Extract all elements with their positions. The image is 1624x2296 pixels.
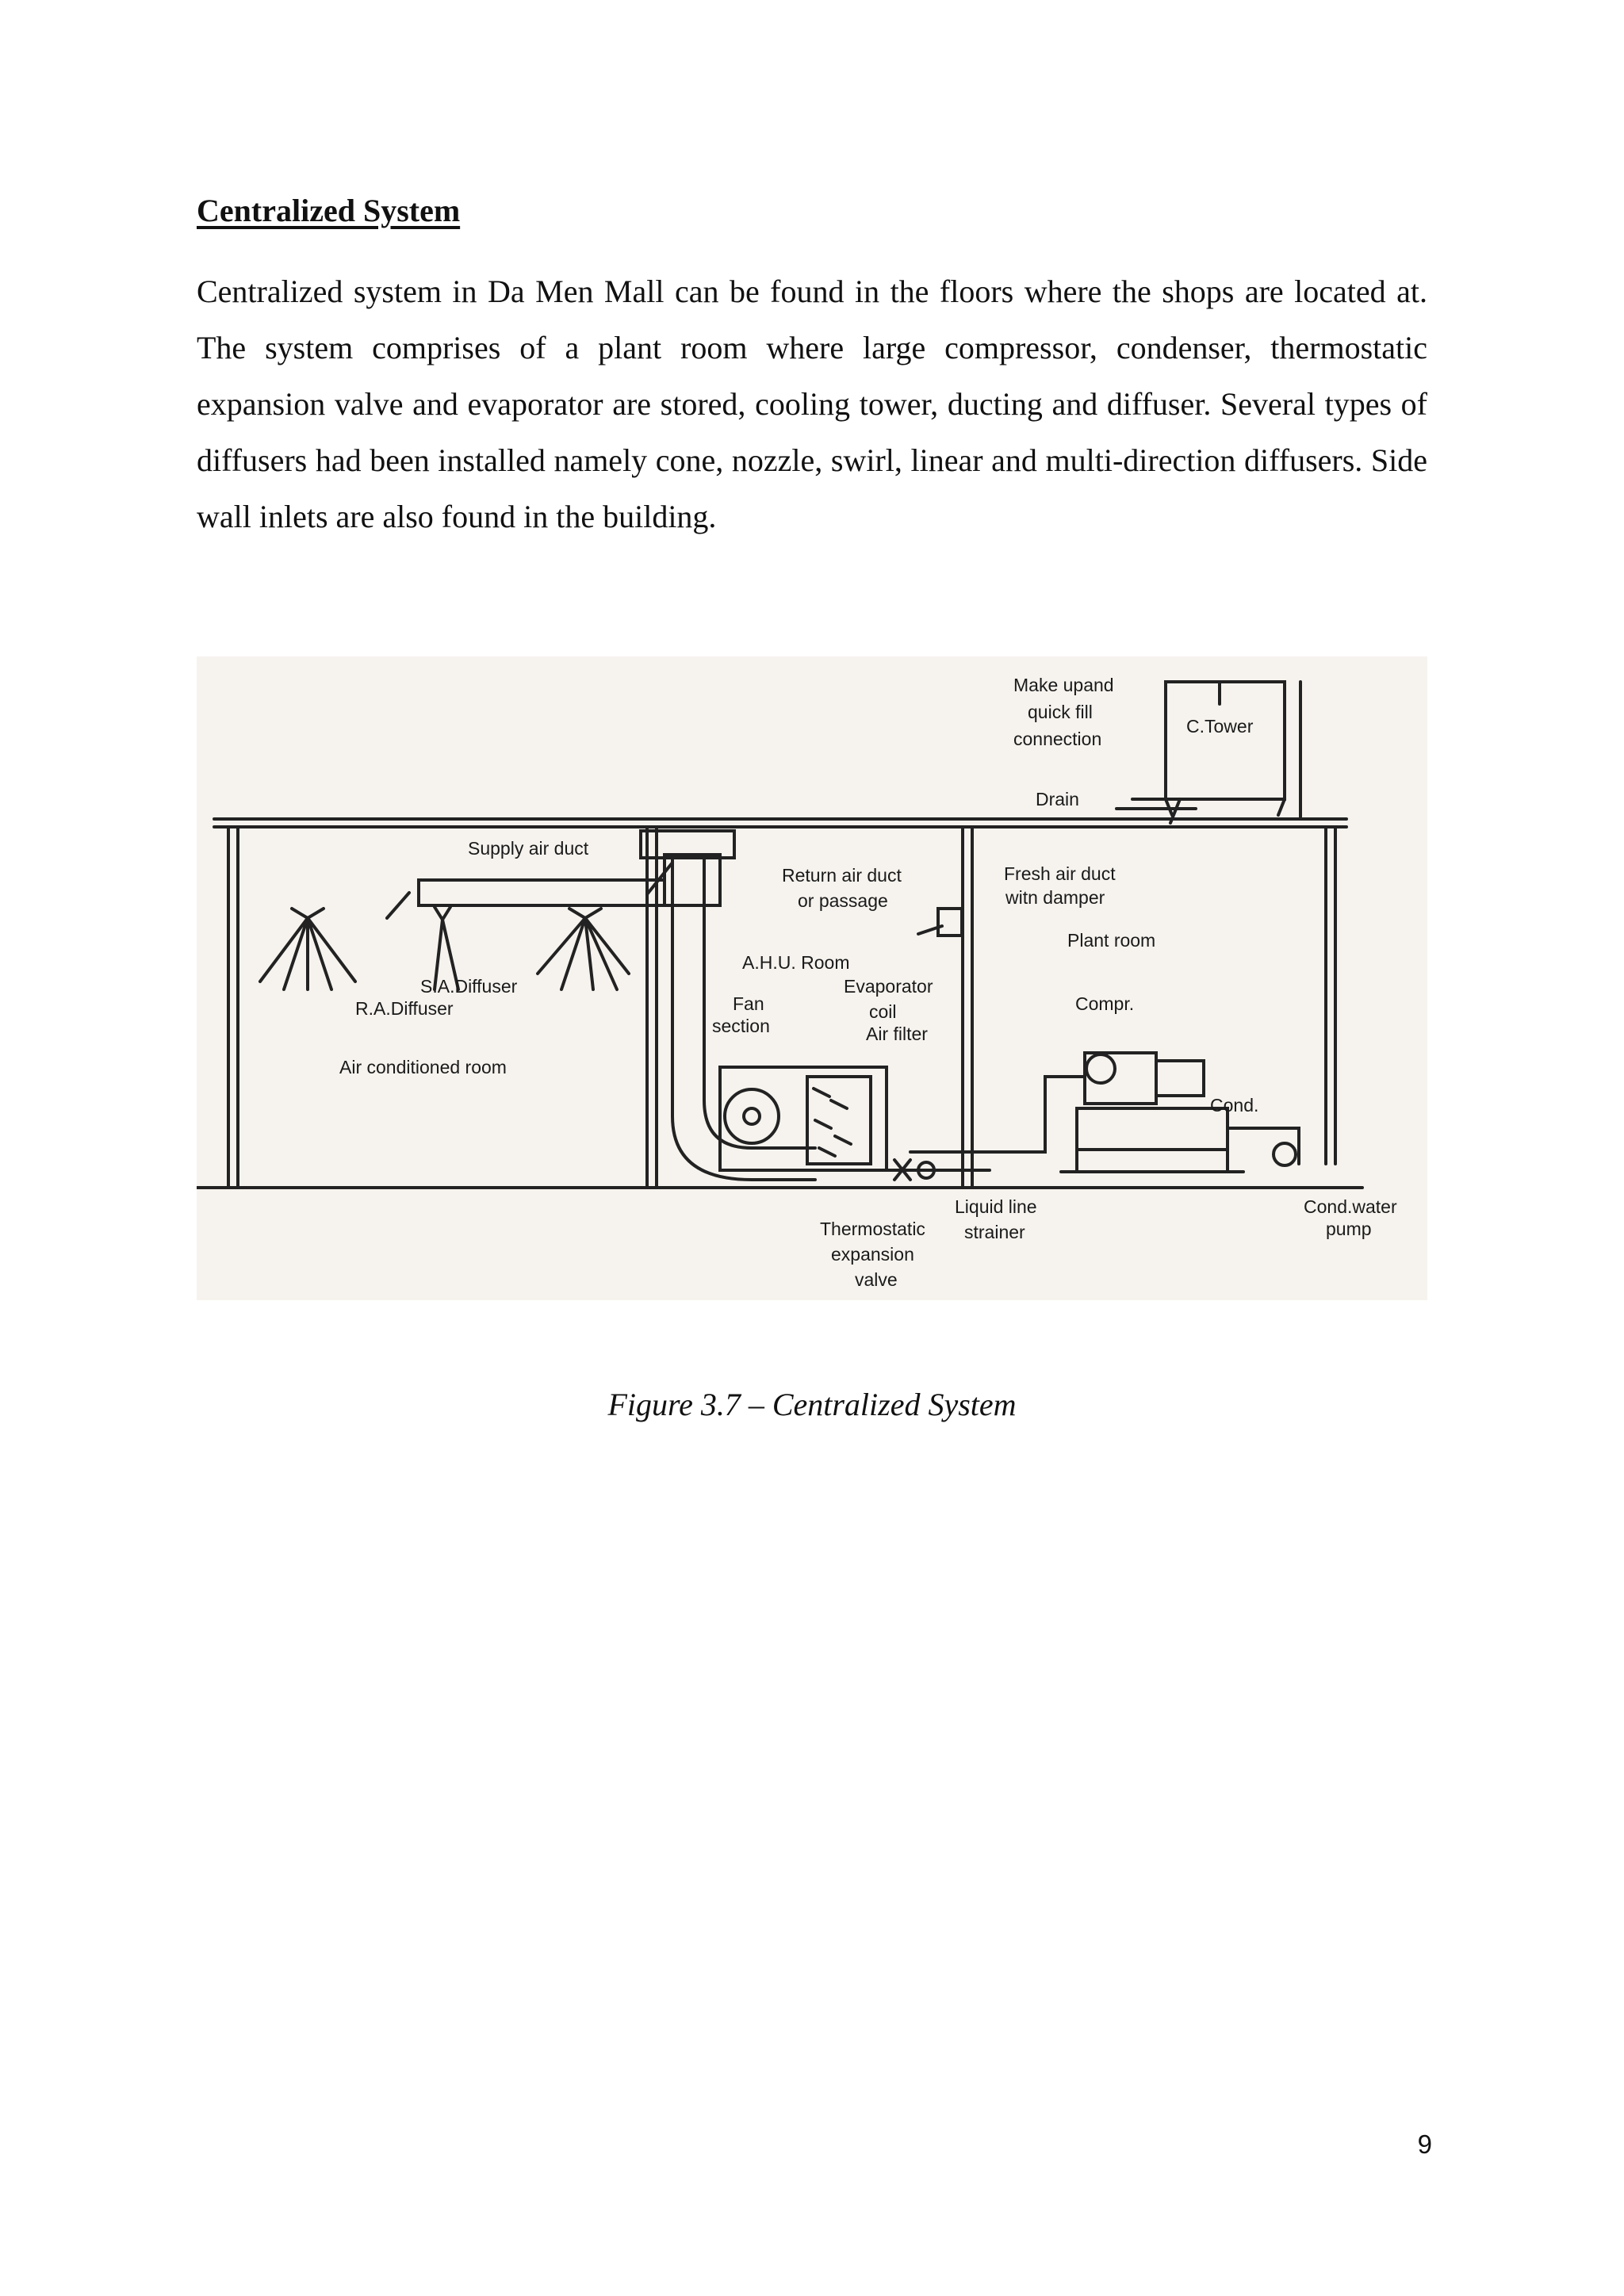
label-make-up: Make upand [1013, 675, 1114, 695]
wall-left [228, 827, 238, 1188]
svg-text:valve: valve [855, 1269, 898, 1290]
label-cond: Cond. [1210, 1095, 1259, 1115]
fresh-air-damper [938, 909, 962, 936]
cooling-tower [1166, 682, 1285, 799]
page-number: 9 [1417, 2130, 1432, 2159]
svg-text:or passage: or passage [798, 890, 888, 911]
label-evaporator: Evaporator [844, 976, 933, 997]
roof-slab [214, 819, 1346, 827]
label-sa-diffuser: S.A.Diffuser [420, 976, 518, 997]
wall-right [1326, 827, 1335, 1164]
label-ra-diffuser: R.A.Diffuser [355, 998, 454, 1019]
wall-ahu-plant [963, 827, 972, 1188]
svg-text:witn damper: witn damper [1005, 887, 1105, 908]
figure-caption: Figure 3.7 – Centralized System [607, 1387, 1017, 1422]
svg-text:pump: pump [1326, 1219, 1372, 1239]
label-fan-section: Fan [733, 993, 764, 1014]
centralized-system-diagram [197, 656, 1427, 1300]
svg-text:coil: coil [869, 1001, 897, 1022]
svg-text:expansion: expansion [831, 1244, 914, 1265]
label-liquid-line: Liquid line [955, 1196, 1037, 1217]
body-paragraph: Centralized system in Da Men Mall can be found in the floors where the shops are located at. The system comprises of a plant room where large compressor, condenser, thermostatic expansion valve and evaporator are stored, cooling tower, ducting and diffuser. Several types of diffusers had been installed namely cone, nozzle, swirl, linear and multi-direction diffusers. Side wall inlets are also found in the building. [197, 274, 1427, 534]
label-ahu-room: A.H.U. Room [742, 952, 850, 973]
svg-text:connection: connection [1013, 729, 1102, 749]
label-air-conditioned-room: Air conditioned room [339, 1057, 507, 1077]
condenser [1077, 1108, 1228, 1150]
svg-text:strainer: strainer [964, 1222, 1025, 1242]
label-drain: Drain [1036, 789, 1079, 809]
supply-air-duct [419, 880, 665, 905]
fan-wheel [725, 1089, 779, 1143]
label-cond-water-pump: Cond.water [1304, 1196, 1397, 1217]
label-fresh-air-duct: Fresh air duct [1004, 863, 1116, 884]
svg-text:section: section [712, 1016, 770, 1036]
sa-diffuser [435, 907, 450, 920]
cond-water-pump [1274, 1143, 1296, 1165]
label-return-air-duct: Return air duct [782, 865, 902, 886]
label-supply-air-duct: Supply air duct [468, 838, 589, 859]
label-plant-room: Plant room [1067, 930, 1156, 951]
label-compr: Compr. [1075, 993, 1135, 1014]
label-air-filter: Air filter [866, 1024, 928, 1044]
label-c-tower: C.Tower [1186, 716, 1254, 737]
compressor [1085, 1053, 1156, 1104]
svg-text:quick fill: quick fill [1028, 702, 1093, 722]
label-thermostatic: Thermostatic [820, 1219, 925, 1239]
section-heading: Centralized System [197, 193, 461, 228]
